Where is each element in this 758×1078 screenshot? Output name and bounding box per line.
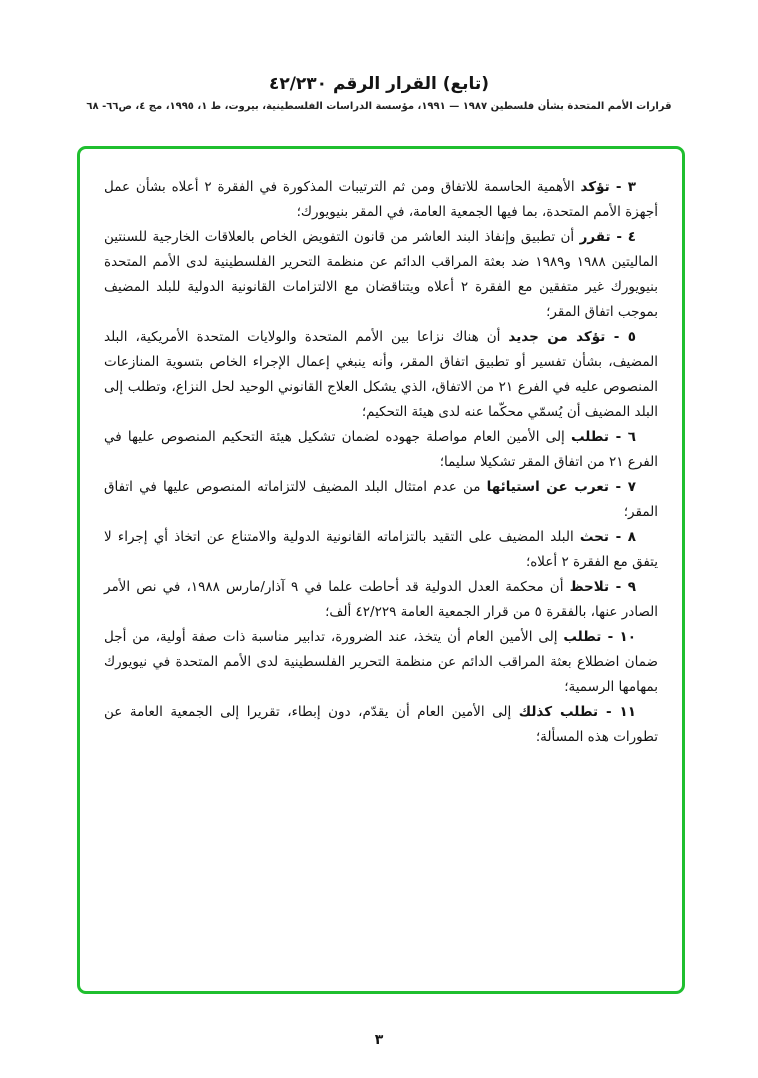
paragraph-lead: ١٠ - تطلب (563, 629, 636, 645)
paragraph-text: أن هناك نزاعا بين الأمم المتحدة والولايات المتحدة الأمريكية، البلد المضيف، بشأن تفسير أو تطبيق اتفاق المقر، وأنه ينبغي إعمال الإجراء الخاص بتسوية المنازعات المنصوص عليه في الفرع ٢١ من الاتفاق، الذي يشكل العلاج القانوني الوحيد لحل النزاع، وتطلب إلى البلد المضيف أن يُسمّي محكّما عنه لدى هيئة التحكيم؛ (104, 329, 658, 420)
paragraph-lead: ٨ - تحث (579, 529, 637, 545)
resolution-paragraph-7 (104, 475, 658, 525)
paragraph-lead: ٦ - تطلب (570, 429, 637, 445)
paragraph-text: الأهمية الحاسمة للاتفاق ومن ثم الترتيبات المذكورة في الفقرة ٢ أعلاه بشأن عمل أجهزة الأمم المتحدة، بما فيها الجمعية العامة، في المقر بنيويورك؛ (104, 179, 658, 220)
paragraph-text: إلى الأمين العام مواصلة جهوده لضمان تشكيل هيئة التحكيم المنصوص عليها في الفرع ٢١ من اتفاق المقر تشكيلا سليما؛ (104, 429, 658, 470)
highlighted-text-box (77, 146, 685, 994)
paragraph-lead: ١١ - تطلب كذلك (518, 704, 636, 720)
resolution-paragraph-10 (104, 625, 658, 700)
paragraph-lead: ٩ - تلاحظ (569, 579, 636, 595)
resolution-paragraph-3 (104, 175, 658, 225)
document-header (0, 0, 758, 112)
paragraph-text: إلى الأمين العام أن يتخذ، عند الضرورة، تدابير مناسبة ذات صفة أولية، من أجل ضمان اضطلاع بعثة المراقب الدائم عن منظمة التحرير الفلسطينية لدى الأمم المتحدة في نيويورك بمهامها الرسمية؛ (104, 629, 658, 695)
source-citation: قرارات الأمم المتحدة بشأن فلسطين ١٩٨٧ — ١٩٩١، مؤسسة الدراسات الفلسطينية، بيروت، ط ١، ١٩٩٥، مج ٤، ص٦٦- ٦٨ (86, 101, 672, 112)
resolution-paragraph-5 (104, 325, 658, 425)
paragraph-lead: ٤ - تقرر (579, 229, 636, 245)
resolution-paragraph-11 (104, 700, 658, 750)
resolution-paragraph-9 (104, 575, 658, 625)
paragraph-text: إلى الأمين العام أن يقدّم، دون إبطاء، تقريرا إلى الجمعية العامة عن تطورات هذه المسألة؛ (104, 704, 658, 745)
paragraph-lead: ٣ - تؤكد (580, 179, 636, 195)
page-number: ٣ (374, 1032, 384, 1048)
resolution-title: (تابع) القرار الرقم ٤٢/٢٣٠ (268, 74, 490, 94)
paragraph-text: أن تطبيق وإنفاذ البند العاشر من قانون التفويض الخاص بالعلاقات الخارجية للسنتين الماليتين ١٩٨٨ و١٩٨٩ ضد بعثة المراقب الدائم عن منظمة التحرير الفلسطينية لدى الأمم المتحدة بنيويورك غير متفقين مع الفقرة ٢ أعلاه ويتناقضان مع الالتزامات القانونية الدولية للبلد المضيف بموجب اتفاق المقر؛ (104, 229, 659, 320)
page-footer (0, 1029, 758, 1048)
paragraph-text: البلد المضيف على التقيد بالتزاماته القانونية الدولية والامتناع عن اتخاذ أي إجراء لا يتفق مع الفقرة ٢ أعلاه؛ (104, 529, 658, 570)
paragraph-lead: ٥ - تؤكد من جديد (508, 329, 636, 345)
paragraph-text: أن محكمة العدل الدولية قد أحاطت علما في ٩ آذار/مارس ١٩٨٨، في نص الأمر الصادر عنها، بالفقرة ٥ من قرار الجمعية العامة ٤٢/٢٢٩ ألف؛ (104, 579, 658, 620)
resolution-paragraph-4 (104, 225, 658, 325)
resolution-paragraph-6 (104, 425, 658, 475)
paragraph-text: من عدم امتثال البلد المضيف لالتزاماته المنصوص عليها في اتفاق المقر؛ (104, 479, 658, 520)
resolution-paragraph-8 (104, 525, 658, 575)
paragraph-lead: ٧ - تعرب عن استيائها (486, 479, 636, 495)
